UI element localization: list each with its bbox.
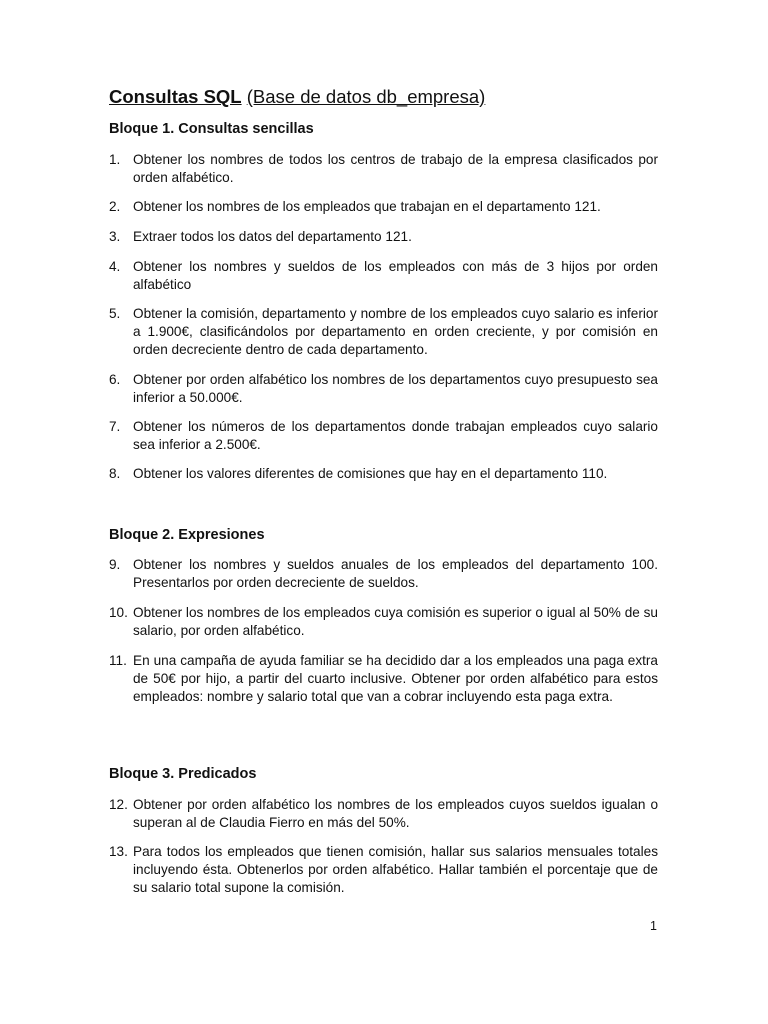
list-item bbox=[109, 652, 658, 706]
item-text: Obtener los nombres de todos los centros de trabajo de la empresa clasificados por orden alfabético. bbox=[133, 152, 658, 185]
item-text: Obtener los valores diferentes de comisiones que hay en el departamento 110. bbox=[133, 466, 608, 481]
item-number: 2. bbox=[109, 199, 121, 214]
block-heading-2: Bloque 2. Expresiones bbox=[109, 527, 265, 543]
item-number: 11. bbox=[109, 653, 127, 668]
item-text: Obtener por orden alfabético los nombres de los empleados cuyos sueldos igualan o superan al de Claudia Fierro en más del 50%. bbox=[133, 797, 658, 830]
item-text: En una campaña de ayuda familiar se ha decidido dar a los empleados una paga extra de 50€ por hijo, a partir del cuarto inclusive. Obtener por orden alfabético para estos empleados: nombre y salario total que van a cobrar incluyendo esta paga extra. bbox=[133, 653, 658, 704]
item-text: Obtener los nombres y sueldos anuales de los empleados del departamento 100. Presentarlos por orden decreciente de sueldos. bbox=[133, 557, 658, 590]
item-number: 12. bbox=[109, 797, 128, 812]
item-number: 9. bbox=[109, 557, 121, 572]
item-text: Para todos los empleados que tienen comisión, hallar sus salarios mensuales totales incluyendo ésta. Obtenerlos por orden alfabético. Hallar también el porcentaje que de su salario total supone la comisión. bbox=[133, 844, 658, 895]
block-heading-3: Bloque 3. Predicados bbox=[109, 766, 257, 782]
item-text: Obtener por orden alfabético los nombres de los departamentos cuyo presupuesto sea inferior a 50.000€. bbox=[133, 372, 658, 405]
item-number: 3. bbox=[109, 229, 121, 244]
list-item bbox=[109, 305, 658, 359]
list-item bbox=[109, 418, 658, 454]
page-number: 1 bbox=[650, 919, 657, 933]
list-item bbox=[109, 556, 658, 592]
item-text: Obtener los nombres de los empleados que trabajan en el departamento 121. bbox=[133, 199, 601, 214]
item-text: Obtener los nombres de los empleados cuya comisión es superior o igual al 50% de su salario, por orden alfabético. bbox=[133, 605, 658, 638]
item-text: Obtener la comisión, departamento y nombre de los empleados cuyo salario es inferior a 1.900€, clasificándolos por departamento en orden creciente, y por comisión en orden decreciente dentro de cada departamento. bbox=[133, 306, 658, 357]
item-number: 1. bbox=[109, 152, 121, 167]
document-title bbox=[109, 86, 485, 108]
block-heading-1: Bloque 1. Consultas sencillas bbox=[109, 121, 314, 137]
title-subtitle: (Base de datos db_empresa) bbox=[246, 86, 486, 107]
list-item bbox=[109, 796, 658, 832]
list-item bbox=[109, 604, 658, 640]
item-number: 13. bbox=[109, 844, 128, 859]
item-number: 10. bbox=[109, 605, 128, 620]
list-item bbox=[109, 198, 658, 216]
list-item bbox=[109, 258, 658, 294]
list-item bbox=[109, 843, 658, 897]
item-number: 5. bbox=[109, 306, 121, 321]
item-number: 4. bbox=[109, 259, 121, 274]
list-item bbox=[109, 228, 658, 246]
list-item bbox=[109, 151, 658, 187]
item-number: 6. bbox=[109, 372, 121, 387]
title-main: Consultas SQL bbox=[109, 86, 242, 107]
list-item bbox=[109, 465, 658, 483]
list-item bbox=[109, 371, 658, 407]
item-text: Obtener los números de los departamentos donde trabajan empleados cuyo salario sea inferior a 2.500€. bbox=[133, 419, 658, 452]
item-number: 7. bbox=[109, 419, 121, 434]
item-number: 8. bbox=[109, 466, 121, 481]
item-text: Extraer todos los datos del departamento 121. bbox=[133, 229, 412, 244]
item-text: Obtener los nombres y sueldos de los empleados con más de 3 hijos por orden alfabético bbox=[133, 259, 658, 292]
